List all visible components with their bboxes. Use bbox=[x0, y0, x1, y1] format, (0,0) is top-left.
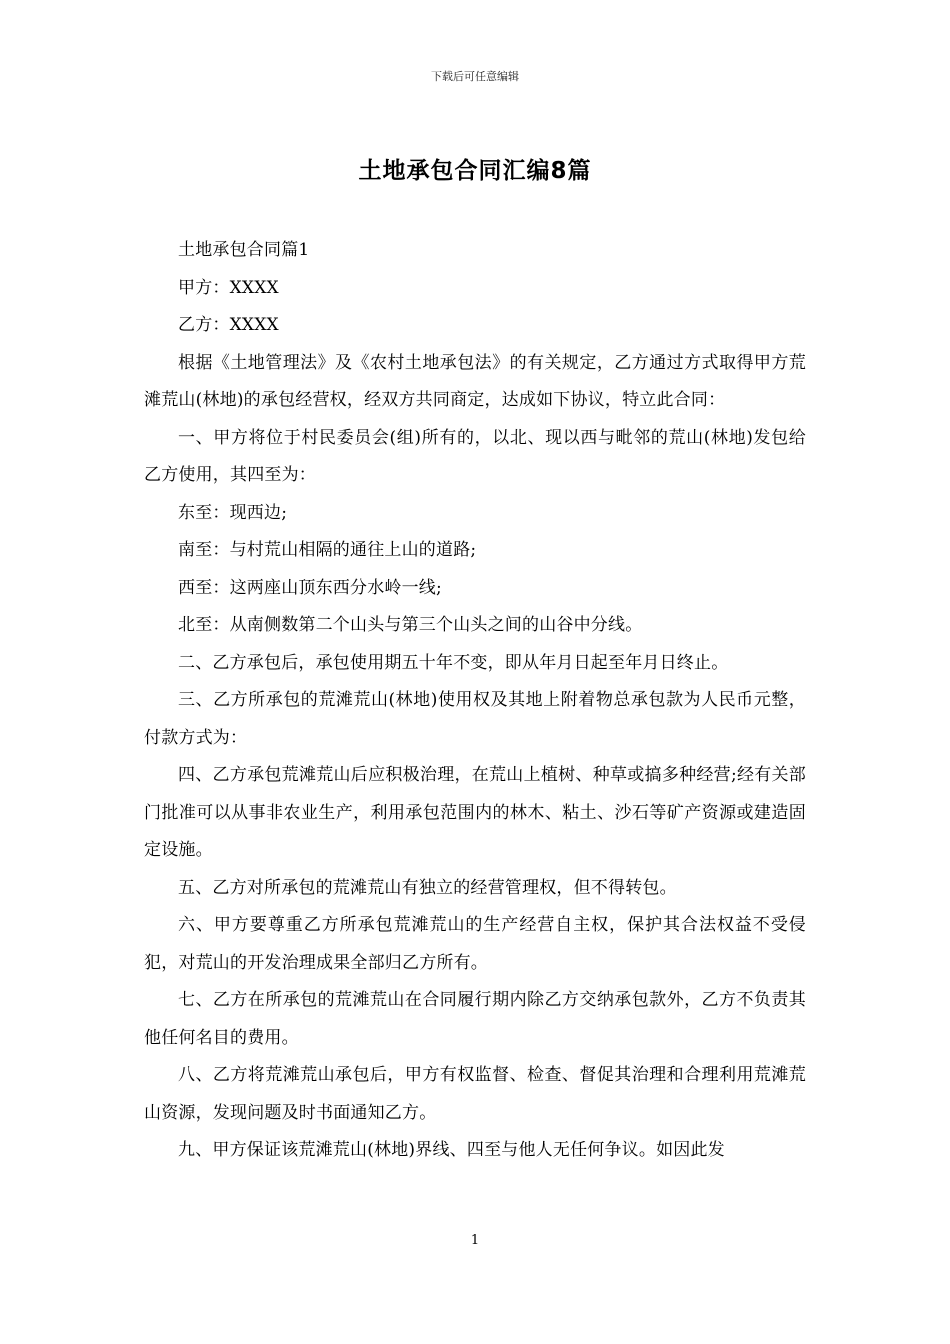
paragraph-clause-1: 一、甲方将位于村民委员会(组)所有的，以北、现以西与毗邻的荒山(林地)发包给乙方使用，其四至为： bbox=[144, 427, 806, 485]
paragraph-boundary-south: 南至：与村荒山相隔的通往上山的道路; bbox=[178, 540, 477, 560]
paragraph-clause-2: 二、乙方承包后，承包使用期五十年不变，即从年月日起至年月日终止。 bbox=[178, 652, 729, 673]
paragraph-clause-9: 九、甲方保证该荒滩荒山(林地)界线、四至与他人无任何争议。如因此发 bbox=[178, 1140, 725, 1160]
paragraph-clause-3: 三、乙方所承包的荒滩荒山(林地)使用权及其地上附着物总承包款为人民币元整，付款方式为： bbox=[144, 690, 806, 748]
document-body bbox=[144, 232, 806, 1170]
paragraph-clause-7: 七、乙方在所承包的荒滩荒山在合同履行期内除乙方交纳承包款外，乙方不负责其他任何名目的费用。 bbox=[144, 990, 806, 1048]
paragraph-boundary-east: 东至：现西边; bbox=[178, 502, 288, 523]
paragraph-party-b: 乙方：XXXX bbox=[178, 315, 279, 335]
header-note: 下载后可任意编辑 bbox=[431, 70, 519, 83]
page-number: 1 bbox=[470, 1233, 480, 1248]
paragraph-boundary-west: 西至：这两座山顶东西分水岭一线; bbox=[178, 577, 442, 598]
document-title: 土地承包合同汇编8篇 bbox=[358, 158, 592, 184]
paragraph-party-a: 甲方：XXXX bbox=[178, 277, 279, 298]
paragraph-clause-5: 五、乙方对所承包的荒滩荒山有独立的经营管理权，但不得转包。 bbox=[178, 877, 677, 898]
paragraph-clause-6: 六、甲方要尊重乙方所承包荒滩荒山的生产经营自主权，保护其合法权益不受侵犯，对荒山的开发治理成果全部归乙方所有。 bbox=[144, 915, 806, 973]
paragraph-clause-4: 四、乙方承包荒滩荒山后应积极治理，在荒山上植树、种草或搞多种经营;经有关部门批准可以从事非农业生产，利用承包范围内的林木、粘土、沙石等矿产资源或建造固定设施。 bbox=[144, 765, 806, 860]
paragraph-clause-8: 八、乙方将荒滩荒山承包后，甲方有权监督、检查、督促其治理和合理利用荒滩荒山资源，发现问题及时书面通知乙方。 bbox=[144, 1065, 806, 1123]
paragraph-preamble: 根据《土地管理法》及《农村土地承包法》的有关规定，乙方通过方式取得甲方荒滩荒山(林地)的承包经营权，经双方共同商定，达成如下协议，特立此合同： bbox=[144, 352, 806, 410]
paragraph-section-heading: 土地承包合同篇1 bbox=[178, 240, 310, 260]
paragraph-boundary-north: 北至：从南侧数第二个山头与第三个山头之间的山谷中分线。 bbox=[178, 615, 643, 635]
